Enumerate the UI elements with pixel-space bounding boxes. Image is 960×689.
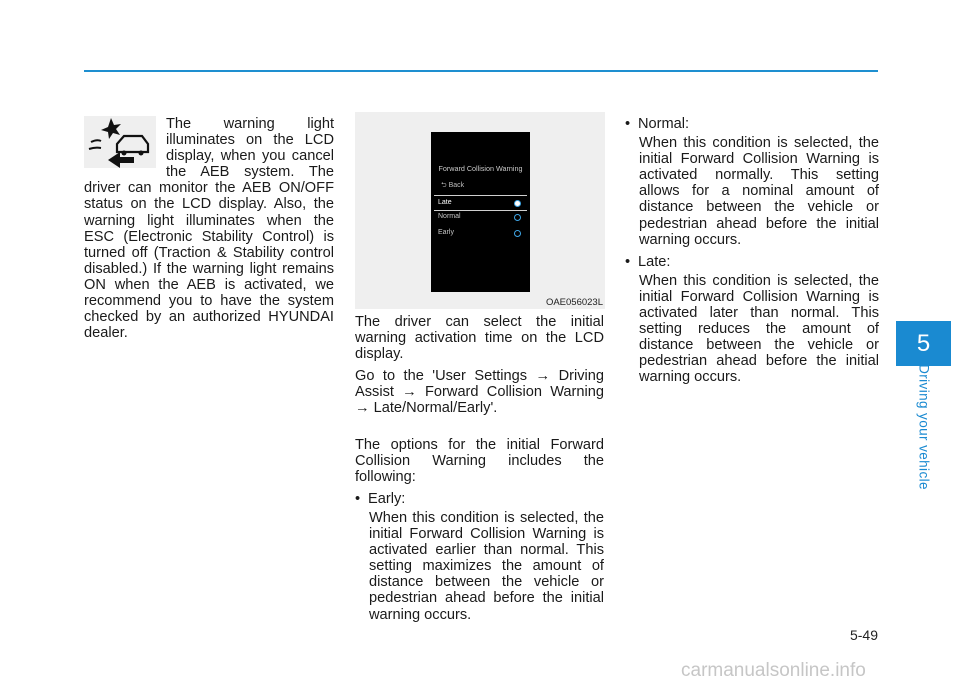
screen-option-normal [434,210,527,224]
options-column [625,116,879,386]
screen-option-label: Normal [438,213,461,220]
settings-path: Go to the 'User Settings → Driving Assist → Forward Collision Warning → Late/Normal/Early'. [355,368,604,417]
radio-unselected-icon [514,214,521,221]
option-normal-heading: • Normal: [625,116,690,132]
back-arrow-icon: ⮌ [441,182,447,189]
header-rule [84,70,878,72]
forward-collision-warning-icon [84,116,156,168]
option-late-heading: • Late: [625,253,671,270]
figure-code: OAE056023L [545,297,603,308]
option-early-text: When this condition is selected, the initial Forward Collision Warning is activated earlier than normal. This setting maximizes the amount of distance between the vehicle or pedestrian ahead before the initial warning occurs. [369,509,604,623]
screen-title: Forward Collision Warning [438,164,523,173]
screen-option-label: Early [438,229,454,236]
chapter-title: Driving your vehicle [916,364,932,490]
screen-option-early [434,226,527,240]
warning-light-column [84,116,334,341]
intro-paragraph: The driver can select the initial warning activation time on the LCD display. [355,314,604,363]
option-late-text: When this condition is selected, the initial Forward Collision Warning is activated later than normal. This setting reduces the amount of distance between the vehicle or pedestrian ahead before the initial warning occurs. [639,272,879,386]
screen-option-late [434,195,527,211]
radio-unselected-icon [514,230,521,237]
settings-column [355,314,604,623]
warning-light-paragraph: The warning light illuminates on the LCD display, when you cancel the AEB system. The driver can monitor the AEB ON/OFF status on the LCD display. Also, the warning light illuminates when the ESC (Electronic Stability Control) is turned off (Traction & Stability control disabled.) If the warning light remains ON when the AEB is activated, we recommend you to have the system checked by an authorized HYUNDAI dealer. [84,116,334,342]
lcd-settings-figure [355,112,605,309]
screen-back-label: Back [448,182,465,189]
screen-option-label: Late [438,199,452,206]
options-intro: The options for the initial Forward Collision Warning includes the following: [355,436,604,485]
radio-selected-icon [514,200,521,207]
page-number: 5-49 [849,627,878,643]
option-early-heading: • Early: [355,490,406,507]
screen-back-item [441,181,464,190]
watermark: carmanualsonline.info [681,660,866,681]
chapter-number-tab: 5 [896,321,951,366]
lcd-screen [431,132,530,292]
option-normal-text: When this condition is selected, the initial Forward Collision Warning is activated normally. This setting allows for a nominal amount of distance between the vehicle or pedestrian ahead before the initial warning occurs. [639,135,879,248]
